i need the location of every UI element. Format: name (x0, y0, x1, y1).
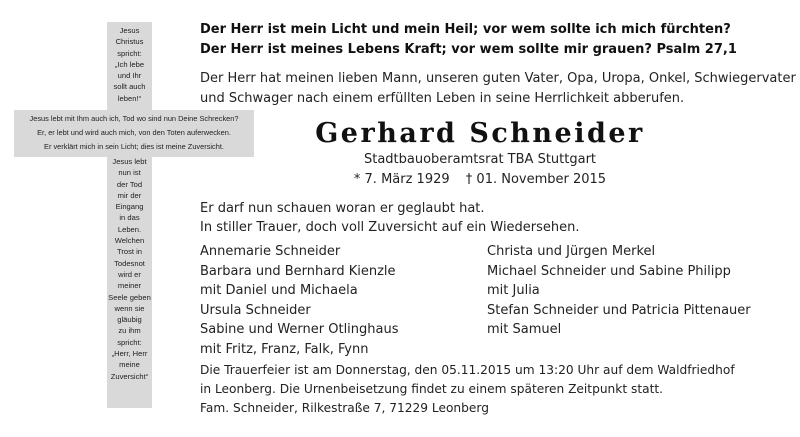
mourners-right-column (487, 242, 787, 340)
funeral-details (200, 361, 790, 418)
verse-line: Der Herr ist mein Licht und mein Heil; vor wem sollte ich mich fürchten? (200, 22, 731, 37)
motto-line: In stiller Trauer, doch voll Zuversicht auf ein Wiedersehen. (200, 220, 580, 235)
cross-text-top: Jesus Christus spricht: „Ich lebe und Ihr sollt auch leben!“ (113, 26, 146, 103)
cross-text-middle: Jesus lebt mit Ihm auch ich, Tod wo sind nun Deine Schrecken? Er, er lebt und wird auch mich, von den Toten auferwecken. Er verklärt mich in sein Licht; dies ist meine Zuversicht. (29, 114, 239, 152)
cross-text-bottom: Jesus lebt nun ist der Tod mir der Eingang in das Leben. Welchen Trost in Todesnot wird er meiner Seele geben wenn sie gläubig zu ihm spricht: „Herr, Herr meine Zuversicht“ (108, 157, 151, 381)
mourner-entry: Ursula Schneider (200, 302, 311, 318)
intro-text (200, 69, 796, 109)
deceased-name: Gerhard Schneider (315, 118, 645, 149)
mourner-entry: Barbara und Bernhard Kienzle (200, 263, 396, 279)
mourner-entry: mit Julia (487, 283, 540, 298)
intro-line: Der Herr hat meinen lieben Mann, unseren guten Vater, Opa, Uropa, Onkel, Schwiegervater (200, 71, 796, 86)
verse-line: Der Herr ist meines Lebens Kraft; vor wem sollte mir grauen? Psalm 27,1 (200, 42, 737, 57)
mourner-entry: Sabine und Werner Otlinghaus (200, 322, 399, 337)
funeral-line: in Leonberg. Die Urnenbeisetzung findet zu einem späteren Zeitpunkt statt. (200, 382, 664, 396)
death-date: † 01. November 2015 (465, 172, 607, 187)
life-dates (330, 172, 630, 187)
mourner-entry: mit Daniel und Michaela (200, 283, 358, 298)
mourner-entry: Annemarie Schneider (200, 244, 341, 259)
mourner-entry: mit Fritz, Franz, Falk, Fynn (200, 341, 369, 357)
psalm-verse (200, 20, 780, 60)
mourner-entry: Christa und Jürgen Merkel (487, 244, 656, 259)
mourner-entry: Michael Schneider und Sabine Philipp (487, 263, 731, 279)
deceased-title: Stadtbauoberamtsrat TBA Stuttgart (363, 152, 597, 167)
motto-line: Er darf nun schauen woran er geglaubt hat. (200, 201, 485, 216)
intro-line: und Schwager nach einem erfüllten Leben in seine Herrlichkeit abberufen. (200, 91, 685, 106)
mourners-left-column (200, 242, 460, 359)
mourner-entry: mit Samuel (487, 322, 562, 337)
birth-date: * 7. März 1929 (353, 172, 450, 187)
mourner-entry: Stefan Schneider und Patricia Pittenauer (487, 302, 751, 318)
motto-text (200, 199, 760, 237)
funeral-line: Die Trauerfeier ist am Donnerstag, den 05.11.2015 um 13:20 Uhr auf dem Waldfriedhof (200, 363, 735, 377)
family-address: Fam. Schneider, Rilkestraße 7, 71229 Leonberg (200, 401, 489, 415)
